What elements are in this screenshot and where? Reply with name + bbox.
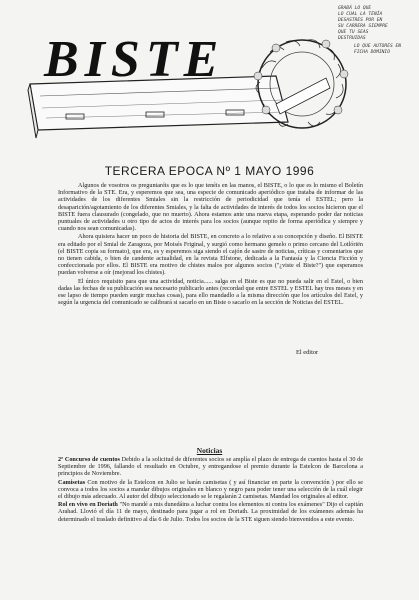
notice-text: Debido a la solicitud de diferentes socios se amplía el plazo de entrega de cuentos hasta el 30 de Septiembre de 1996, fallando el resultado en Octubre, y entregandose el premio durante la Estelcon de Barcelona a principios de Noviembre.	[58, 456, 364, 478]
article-paragraph: El único requisito para que una actividad, noticia...... salga en el Biste es que no pueda salir en el Estel, o bien dadas las fechas de su publicación sea necesario publicarlo antes (recordad que entre ESTEL y ESTEL hay tres meses y en ese lapso de tiempo pueden surgir muchas cosas), para ello mandadlo a la misma dirección que los artículos del Estel, y según la urgencia del comunicado se calibrará si sacarlo en un Biste o sacarlo en la sección de Noticias del ESTEL.	[58, 277, 363, 307]
notice-heading: Rol en vivo en Doriath	[58, 501, 118, 509]
intro-article	[58, 182, 363, 307]
notices-heading: Noticias	[196, 446, 223, 455]
masthead	[26, 18, 362, 146]
handwritten-note-secondary: LO QUE AUTORES EN FICHA DOMINIO	[354, 44, 402, 55]
notice-item	[58, 501, 363, 523]
notices-list	[58, 456, 363, 524]
notice-heading: 2º Concurso de cuentos	[58, 456, 120, 463]
newsletter-title: BISTE	[44, 31, 225, 88]
issue-line: TERCERA EPOCA Nº 1 MAYO 1996	[104, 164, 315, 178]
notice-text: "No mandé a mis dunedáins a luchar contra los elementos ni contra los exámenes" Dijo el capitán Arahad. Llovió el día 11 de mayo, destinado para jugar a rol en Doriath. La proximidad de los exámenes además ha determinado el traslado definitivo al día 6 de Julio. Todos los socios de la STE siguen siendo bienvenidos a este evento.	[58, 501, 364, 523]
handwritten-note: GRABÁ LO QUE LO CUAL LA TENÍA DESASTRES POR EN SU CARRERA SIEMPRE QUE TU SEAS DESTRUIDAS	[338, 6, 388, 41]
article-paragraph: Algunos de vosotros os preguntaréis que es lo que tenéis en las manos, el BISTE, o lo que es lo mismo el Boletín Informativo de la STE. Era, y esperemos que sea, una especie de comunicado aperiódico que trataba de informar de las actividades de los diferentes Smiales sin la restricción de periodicidad que tenía el ESTEL; pero la desaparición/agotamiento de los diferentes Smiales, y la falta de actividades de interés de todos los socios hicieron que el BISTE fuera clausurado (congelado, que no muerto). Ahora estamos ante una nueva etapa, esperando poder dar noticias puntuales de actividades u otro tipo de actos de interés para los socios (aunque repito de forma aperiódica y siempre y cuando nos sean comunicadas).	[58, 182, 363, 233]
article-paragraph: Ahora quisiera hacer un poco de historia del BISTE, en concreto a lo relativo a su concepción y diseño. El BISTE era editado por el Smial de Zaragoza, por Moisés Friginal, y surgió como hermano gemelo o primo cercano del Lotlóriën (el BISTE copia su formato), que era, es y esperemos siga siendo el cajón de sastre de noticias, críticas y comentarios que no tienen cabida, o bien de candente actualidad, en la revista Elfstone, dedicada a la Fantasía y la Ciencia Ficción y confeccionada por ellos. El BISTE era motivo de chistes malos por algunos socios ("¿viste el Biste?") que esperamos puedan volverse a oír (mejorad los chistes).	[58, 233, 363, 277]
notice-heading: Camisetas	[58, 478, 86, 486]
notice-item	[58, 456, 363, 478]
notice-text: Con motivo de la Estelcon en Julio se harán camisetas ( y así financiar en parte la convención ) por ello se convoca a todos los socios a mandar dibujos originales en blanco y negro para poder tener una selección de la cuál elegir el dibujo más adecuado. Al autor del dibujo seleccionado se le regalarán 2 camisetas. Mandad los originales al editor.	[58, 478, 363, 501]
notice-item	[58, 479, 363, 501]
editor-signoff: El editor	[296, 349, 319, 356]
